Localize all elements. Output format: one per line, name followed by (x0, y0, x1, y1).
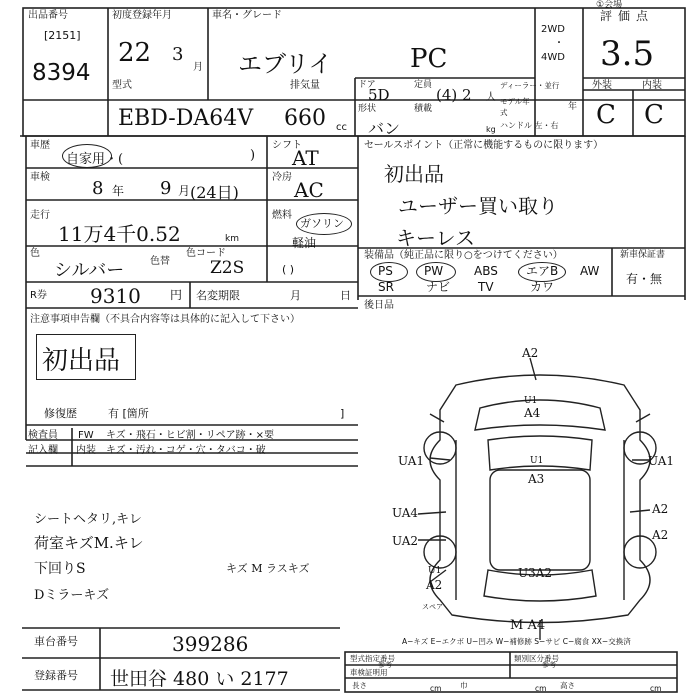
history-close: ) (250, 148, 256, 163)
body-type: バン (368, 119, 401, 138)
plate-label: 登録番号 (34, 669, 78, 682)
plate-value: 世田谷 480 い 2177 (110, 668, 289, 690)
drive-2wd: 2WD (541, 24, 565, 35)
lot-code: [2151] (44, 29, 81, 42)
inspection-label: 車検 (30, 172, 50, 183)
width-label: 巾 (460, 681, 468, 690)
mark-6: A3 (528, 472, 545, 486)
name-change-label: 名変期限 (196, 289, 240, 302)
capacity-unit: 人 (486, 92, 496, 103)
color-value: シルバー (54, 260, 125, 281)
disp-label: 排気量 (290, 80, 320, 91)
inspector-fw: FW (78, 430, 94, 441)
equip-airbag: エアB (526, 264, 559, 278)
type-cert-label: 型式指定番号 (350, 654, 395, 663)
equip-tv: TV (478, 280, 494, 294)
warranty-label: 新車保証書 (620, 250, 666, 260)
reg-year: 22 (118, 38, 152, 68)
year-unit: 年 (568, 102, 578, 112)
insp-month-unit: 月 (178, 184, 191, 198)
fuel-diesel: 軽油 (292, 236, 317, 250)
ac-value: AC (294, 178, 324, 202)
drive-dot: ・ (554, 38, 564, 49)
mileage-label: 走行 (30, 210, 50, 221)
color-change-label: 色替 (150, 256, 170, 267)
class-ref: 参考 (542, 661, 556, 669)
equip-pw: PW (424, 264, 444, 278)
fuel-label: 燃料 (272, 210, 292, 221)
note-3: 下回りS (34, 561, 86, 577)
fuel-gas: ガソリン (300, 217, 344, 230)
history-label: 車歴 (30, 140, 50, 151)
fuel-paren: ( ) (282, 263, 295, 276)
mark-13: U1 (428, 566, 442, 576)
mileage-value: 11万4千0.52 (58, 222, 181, 246)
sales-point-3: キーレス (396, 226, 475, 250)
mark-12: U3A2 (518, 566, 553, 580)
int-grade: C (644, 100, 664, 130)
shift-label: シフト (272, 140, 302, 151)
car-name: エブリイ (238, 50, 333, 78)
mark-3: A4 (524, 406, 541, 420)
ext-label: 外装 (592, 80, 612, 91)
recycle-label: R券 (30, 290, 47, 301)
model-label: 型式 (112, 80, 132, 91)
notes-label: 注意事項申告欄（不具合内容等は具体的に記入して下さい） (30, 314, 300, 325)
mark-7: UA1 (648, 454, 675, 468)
interior-label: 内装 (76, 445, 96, 456)
sales-point-2: ユーザー買い取り (398, 194, 558, 218)
entry-label: 記入欄 (28, 445, 58, 456)
width-unit: cm (535, 684, 547, 693)
exterior-items: キズ・飛石・ヒビ割・リペア跡・×要 (106, 430, 274, 441)
later-label: 後日品 (364, 300, 394, 311)
class-label: 類別区分番号 (514, 654, 559, 663)
load-label: 積載 (414, 104, 433, 114)
mark-9: A2 (652, 502, 669, 516)
chassis-label: 車台番号 (34, 635, 78, 648)
repair-close: ] (340, 407, 345, 420)
name-label: 車名・グレード (212, 10, 282, 21)
mark-11: A2 (652, 528, 669, 542)
mark-10: UA2 (392, 534, 419, 548)
equip-leather: カワ (530, 280, 555, 294)
front-label: スペア (422, 603, 443, 611)
lot-label: 出品番号 (28, 10, 68, 21)
repair-label: 修復歴 (44, 407, 77, 420)
reg-month: 3 (172, 44, 184, 65)
mark-1: A2 (522, 346, 539, 360)
sales-point-1: 初出品 (384, 162, 444, 186)
mark-4: UA1 (398, 454, 425, 468)
insp-day: (24日) (190, 183, 239, 202)
warranty-value: 有・無 (626, 272, 663, 286)
capacity: (4) 2 (436, 86, 472, 104)
note-2: 荷室キズM.キレ (34, 534, 144, 552)
chassis-value: 399286 (172, 632, 249, 656)
displacement: 660 (284, 106, 326, 131)
mark-15: M A4 (510, 618, 546, 633)
type-cert-ref: 参考 (378, 661, 392, 669)
shift-value: AT (292, 146, 319, 170)
interior-items: キズ・汚れ・コゲ・穴・タバコ・破 (106, 445, 266, 456)
name-change-month: 月 (290, 289, 301, 302)
score-label: 評価点 (600, 9, 655, 23)
dims-label: 車検証明用 (350, 668, 388, 677)
doors: 5D (368, 86, 390, 104)
ext-grade: C (596, 100, 616, 130)
note-1: シートヘタリ,キレ (34, 512, 143, 527)
height-label: 高さ (560, 681, 575, 690)
mark-5: U1 (530, 456, 544, 466)
note-5: キズ M ラスキズ (226, 562, 310, 575)
note-4: Dミラーキズ (34, 588, 110, 603)
insp-year: 8 (92, 178, 104, 199)
ac-label: 冷房 (272, 172, 292, 183)
color-code-label: 色コード (186, 248, 226, 259)
door-label: ドア (358, 80, 376, 90)
color-label: 色 (30, 248, 40, 259)
recycle-unit: 円 (170, 288, 183, 302)
insp-year-unit: 年 (112, 184, 125, 198)
inspector-label: 検査員 (28, 430, 58, 441)
lot-number: 8394 (32, 60, 91, 86)
load-unit: kg (486, 125, 496, 134)
capacity-label: 定員 (414, 80, 433, 90)
grade: PC (410, 44, 448, 74)
height-unit: cm (650, 684, 662, 693)
equip-navi: ナビ (426, 280, 451, 294)
repair-value: 有 [箇所 (108, 407, 149, 420)
dealer-label: ディーラー・並行 (500, 81, 560, 90)
equipment-label: 装備品（純正品に限り○をつけてください） (364, 250, 563, 261)
reg-month-unit: 月 (193, 62, 203, 73)
recycle-value: 9310 (90, 284, 141, 308)
equip-ps: PS (378, 264, 393, 278)
len-label: 長さ (352, 681, 367, 690)
score-top-note: ①会場 (596, 0, 623, 10)
model-code: EBD-DA64V (118, 106, 254, 131)
sales-label: セールスポイント（正常に機能するものに限ります） (364, 140, 604, 151)
insp-month: 9 (160, 178, 172, 199)
handle-label: ハンドル 左・右 (500, 121, 559, 130)
color-code: Z2S (210, 258, 245, 278)
mark-8: UA4 (392, 506, 419, 520)
mileage-unit: km (225, 234, 239, 244)
first-listing-note: 初出品 (42, 346, 121, 376)
damage-legend: A−キズ E−エクボ U−凹み W−補修跡 S−サビ C−腐食 XX−交換済 (402, 637, 631, 646)
score-value: 3.5 (600, 34, 655, 74)
int-label: 内装 (642, 80, 662, 91)
name-change-day: 日 (340, 289, 351, 302)
drive-4wd: 4WD (541, 52, 565, 63)
shape-label: 形状 (358, 104, 377, 114)
len-unit: cm (430, 684, 442, 693)
equip-abs: ABS (474, 264, 498, 278)
disp-unit: cc (336, 122, 347, 133)
equip-aw: AW (580, 264, 600, 278)
mark-14: A2 (426, 578, 443, 592)
mark-2: U1 (524, 396, 538, 406)
history-value: 自家用・( (66, 152, 124, 167)
equip-sr: SR (378, 280, 394, 294)
model-year-label: モデル年式 (500, 97, 530, 117)
reg-label: 初度登録年月 (112, 10, 172, 21)
